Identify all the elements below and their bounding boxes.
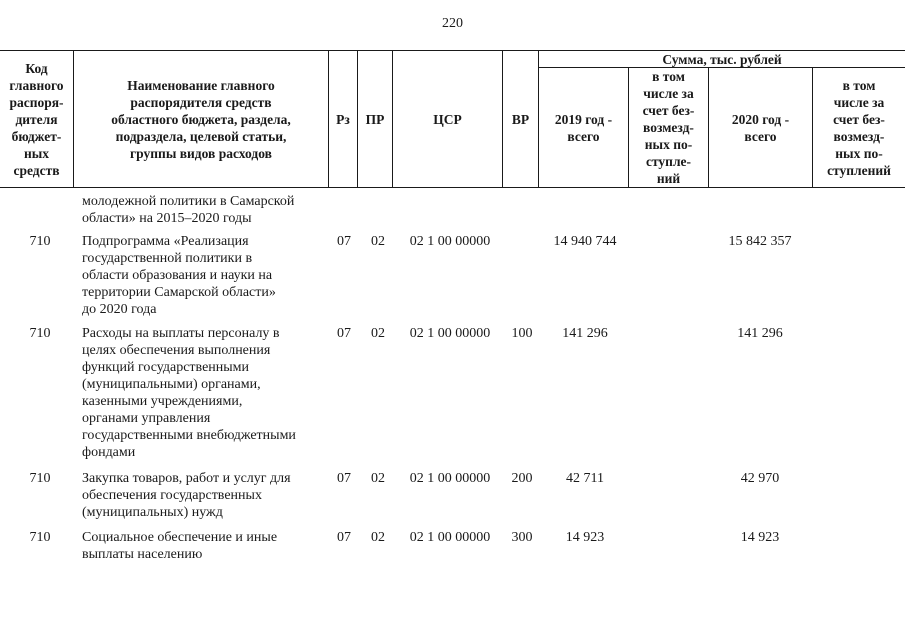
header-csr: ЦСР	[433, 111, 462, 127]
header-rz: Рз	[336, 111, 350, 127]
row-sum-2019: 14 940 744	[553, 234, 617, 249]
row-csr: 02 1 00 00000	[409, 530, 491, 545]
row-pr: 02	[371, 326, 385, 341]
row-code: 710	[29, 234, 51, 249]
header-2020-free: в том числе за счет без- возмезд- ных по- ступлений	[827, 77, 891, 178]
row-name: Подпрограмма «Реализация государственной политики в области образования и науки на территории Самарской области» до 2020 года	[82, 234, 276, 317]
row-pr: 02	[371, 471, 385, 486]
header-pr: ПР	[365, 111, 385, 127]
row-name: Закупка товаров, работ и услуг для обеспечения государственных (муниципальных) нужд	[82, 471, 291, 520]
header-2019-free: в том числе за счет без- возмезд- ных по- ступле- ний	[642, 69, 695, 186]
header-vr: ВР	[511, 111, 530, 127]
row-code: 710	[29, 471, 51, 486]
row-rz: 07	[337, 326, 351, 341]
row-sum-2019: 42 711	[566, 471, 604, 486]
row-pr: 02	[371, 530, 385, 545]
row-sum-2020: 15 842 357	[728, 234, 792, 249]
row-rz: 07	[337, 471, 351, 486]
header-2019-total: 2019 год - всего	[554, 111, 613, 144]
row-rz: 07	[337, 234, 351, 249]
row-vr: 300	[511, 530, 533, 545]
row-name: Социальное обеспечение и иные выплаты населению	[82, 530, 278, 562]
header-bottom-border	[0, 187, 905, 188]
page-number: 220	[442, 16, 463, 31]
row-csr: 02 1 00 00000	[409, 234, 491, 249]
header-code: Код главного распоря- дителя бюджет- ных средств	[9, 60, 64, 178]
row-vr: 100	[511, 326, 533, 341]
header-sum: Сумма, тыс. рублей	[662, 51, 782, 67]
header-name: Наименование главного распорядителя средств областного бюджета, раздела, подраздела, целевой статьи, группы видов расходов	[111, 77, 291, 161]
row-sum-2020: 141 296	[737, 326, 783, 341]
row-sum-2019: 14 923	[565, 530, 605, 545]
row-name: Расходы на выплаты персоналу в целях обеспечения выполнения функций государственными (муниципальными) органами, казенными учреждениями, органами управления государственными внебюджетными фондами	[82, 326, 296, 460]
row-code: 710	[29, 530, 51, 545]
row-csr: 02 1 00 00000	[409, 471, 491, 486]
row-vr: 200	[511, 471, 533, 486]
row-rz: 07	[337, 530, 351, 545]
row-sum-2020: 14 923	[740, 530, 780, 545]
row-csr: 02 1 00 00000	[409, 326, 491, 341]
row-code: 710	[29, 326, 51, 341]
row-pr: 02	[371, 234, 385, 249]
header-2020-total: 2020 год - всего	[731, 111, 790, 144]
row-sum-2019: 141 296	[562, 326, 608, 341]
row-sum-2020: 42 970	[740, 471, 780, 486]
row-name: молодежной политики в Самарской области» на 2015–2020 годы	[82, 194, 295, 226]
